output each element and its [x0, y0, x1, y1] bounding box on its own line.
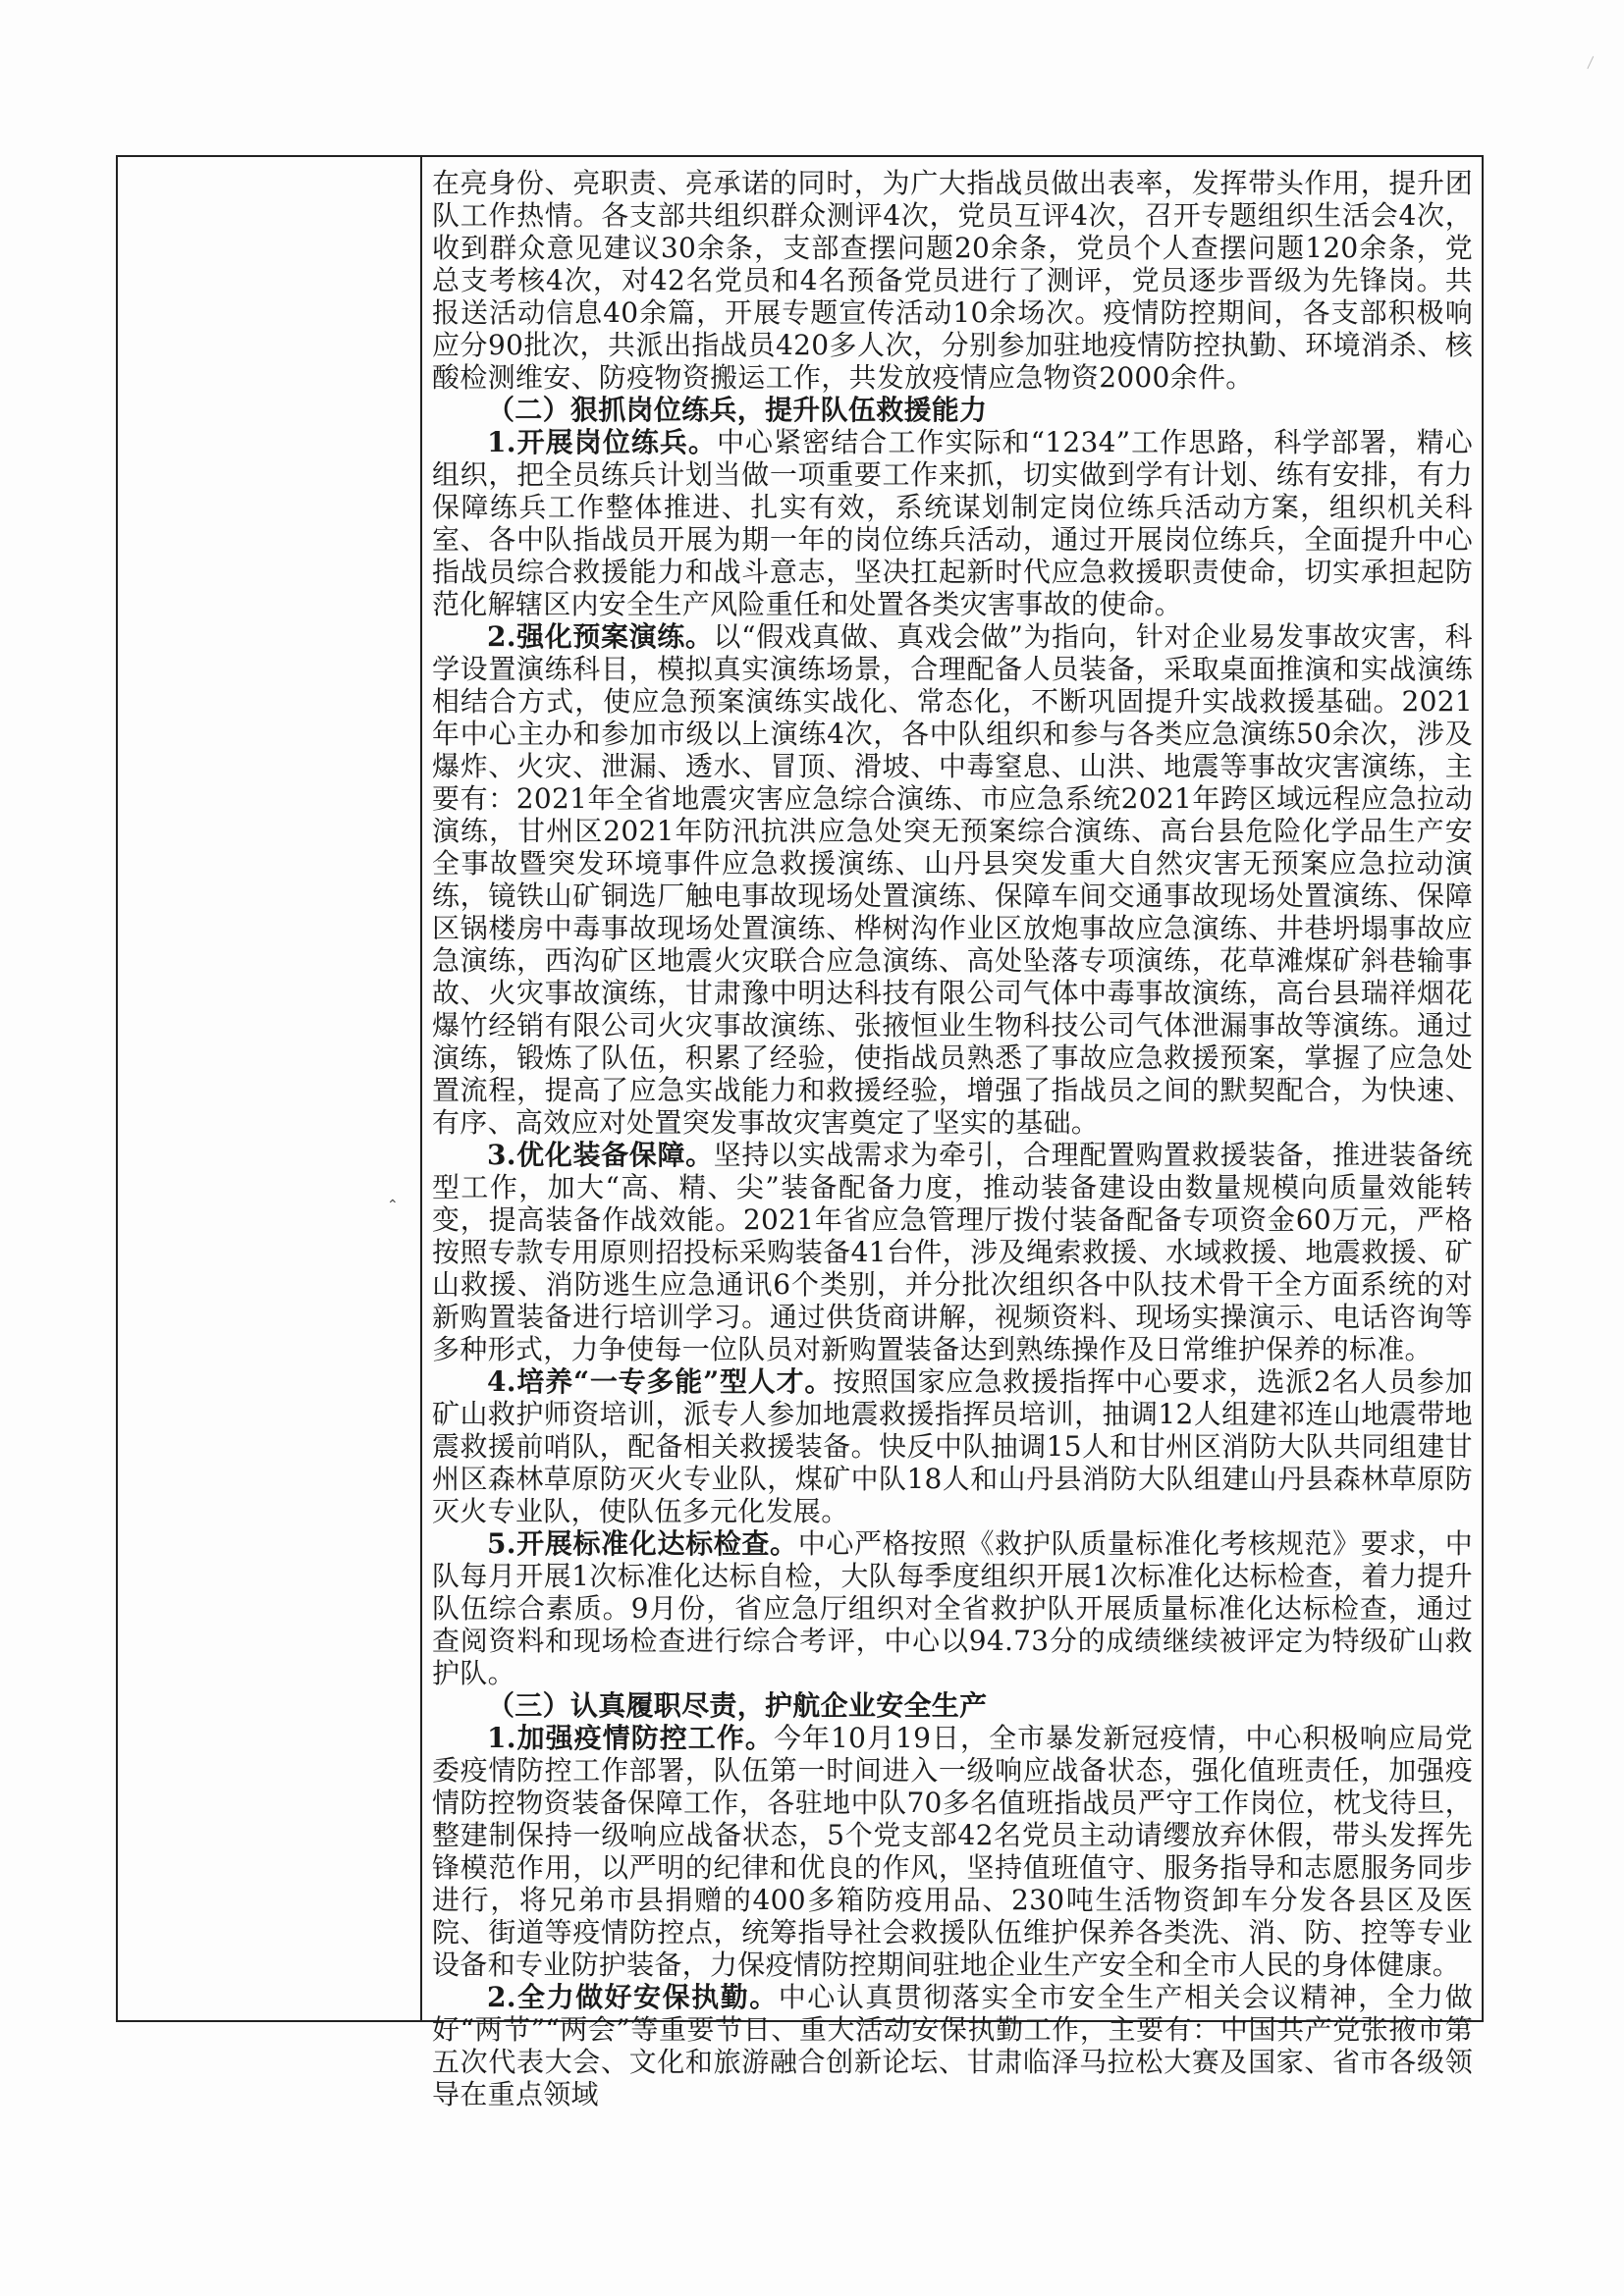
item-lead: 2.强化预案演练。 [487, 620, 714, 653]
paragraph-text: 中心认真贯彻落实全市安全生产相关会议精神，全力做好“两节”“两会”等重要节日、重大活动安保执勤工作，主要有：中国共产党张掖市第五次代表大会、文化和旅游融合创新论坛、甘肃临泽马拉松大赛及国家、省市各级领导在重点领域 [432, 1981, 1473, 2110]
paragraph-item [432, 1527, 1473, 1689]
table-content-cell [432, 167, 1473, 2110]
paragraph-item [432, 426, 1473, 620]
item-lead: 3.优化装备保障。 [487, 1139, 714, 1171]
paragraph-text: 中心严格按照《救护队质量标准化考核规范》要求，中队每月开展1次标准化达标自检，大队每季度组织开展1次标准化达标检查，着力提升队伍综合素质。9月份，省应急厅组织对全省救护队开展质量标准化达标检查，通过查阅资料和现场检查进行综合考评，中心以94.73分的成绩继续被评定为特级矿山救护队。 [432, 1527, 1473, 1689]
item-lead: 2.全力做好安保执勤。 [487, 1981, 779, 2013]
document-table [116, 155, 1484, 2110]
item-lead: 4.培养“一专多能”型人才。 [487, 1365, 834, 1398]
paragraph-text: 中心紧密结合工作实际和“1234”工作思路，科学部署，精心组织，把全员练兵计划当做一项重要工作来抓，切实做到学有计划、练有安排，有力保障练兵工作整体推进、扎实有效，系统谋划制定岗位练兵活动方案，组织机关科室、各中队指战员开展为期一年的岗位练兵活动，通过开展岗位练兵，全面提升中心指战员综合救援能力和战斗意志，坚决扛起新时代应急救援职责使命，切实承担起防范化解辖区内安全生产风险重任和处置各类灾害事故的使命。 [432, 426, 1474, 620]
paragraph-item [432, 1722, 1473, 1981]
paragraph-text: 今年10月19日，全市暴发新冠疫情，中心积极响应局党委疫情防控工作部署，队伍第一时间进入一级响应战备状态，强化值班责任，加强疫情防控物资装备保障工作，各驻地中队70多名值班指战员严守工作岗位，枕戈待旦，整建制保持一级响应战备状态，5个党支部42名党员主动请缨放弃休假，带头发挥先锋模范作用，以严明的纪律和优良的作风，坚持值班值守、服务指导和志愿服务同步进行，将兄弟市县捐赠的400多箱防疫用品、230吨生活物资卸车分发各县区及医院、街道等疫情防控点，统筹指导社会救援队伍维护保养各类洗、消、防、控等专业设备和专业防护装备，力保疫情防控期间驻地企业生产安全和全市人民的身体健康。 [432, 1722, 1473, 1981]
paragraph-text: 在亮身份、亮职责、亮承诺的同时，为广大指战员做出表率，发挥带头作用，提升团队工作热情。各支部共组织群众测评4次，党员互评4次，召开专题组织生活会4次，收到群众意见建议30余条，支部查摆问题20余条，党员个人查摆问题120余条，党总支考核4次，对42名党员和4名预备党员进行了测评，党员逐步晋级为先锋岗。共报送活动信息40余篇，开展专题宣传活动10余场次。疫情防控期间，各支部积极响应分90批次，共派出指战员420多人次，分别参加驻地疫情防控执勤、环境消杀、核酸检测维安、防疫物资搬运工作，共发放疫情应急物资2000余件。 [432, 167, 1473, 394]
paragraph-continuation [432, 167, 1473, 394]
paragraph-item [432, 1365, 1473, 1527]
paragraph-text: 以“假戏真做、真戏会做”为指向，针对企业易发事故灾害，科学设置演练科目，模拟真实演练场景，合理配备人员装备，采取桌面推演和实战演练相结合方式，使应急预案演练实战化、常态化，不断巩固提升实战救援基础。2021年中心主办和参加市级以上演练4次，各中队组织和参与各类应急演练50余次，涉及爆炸、火灾、泄漏、透水、冒顶、滑坡、中毒窒息、山洪、地震等事故灾害演练，主要有：2021年全省地震灾害应急综合演练、市应急系统2021年跨区域远程应急拉动演练，甘州区2021年防汛抗洪应急处突无预案综合演练、高台县危险化学品生产安全事故暨突发环境事件应急救援演练、山丹县突发重大自然灾害无预案应急拉动演练，镜铁山矿铜选厂触电事故现场处置演练、保障车间交通事故现场处置演练、保障区锅楼房中毒事故现场处置演练、桦树沟作业区放炮事故应急演练、井巷坍塌事故应急演练，西沟矿区地震火灾联合应急演练、高处坠落专项演练，花草滩煤矿斜巷输事故、火灾事故演练，甘肃豫中明达科技有限公司气体中毒事故演练，高台县瑞祥烟花爆竹经销有限公司火灾事故演练、张掖恒业生物科技公司气体泄漏事故等演练。通过演练，锻炼了队伍，积累了经验，使指战员熟悉了事故应急救援预案，掌握了应急处置流程，提高了应急实战能力和救援经验，增强了指战员之间的默契配合，为快速、有序、高效应对处置突发事故灾害奠定了坚实的基础。 [432, 620, 1473, 1139]
paragraph-item [432, 1981, 1473, 2110]
item-lead: 1.加强疫情防控工作。 [487, 1722, 774, 1754]
paragraph-item [432, 620, 1473, 1139]
paragraph-text: 按照国家应急救援指挥中心要求，选派2名人员参加矿山救护师资培训，派专人参加地震救援指挥员培训，抽调12人组建祁连山地震带地震救援前哨队，配备相关救援装备。快反中队抽调15人和甘州区消防大队共同组建甘州区森林草原防灭火专业队，煤矿中队18人和山丹县消防大队组建山丹县森林草原防灭火专业队，使队伍多元化发展。 [432, 1365, 1473, 1527]
heading-text: （三）认真履职尽责，护航企业安全生产 [487, 1689, 988, 1722]
item-lead: 5.开展标准化达标检查。 [487, 1527, 798, 1560]
section-heading-2 [432, 394, 1473, 426]
item-lead: 1.开展岗位练兵。 [487, 426, 717, 458]
paragraph-item [432, 1139, 1473, 1365]
section-heading-3 [432, 1689, 1473, 1722]
heading-text: （二）狠抓岗位练兵，提升队伍救援能力 [487, 394, 988, 426]
table-left-column [118, 157, 422, 2020]
scan-artifact [1587, 56, 1598, 72]
scan-dot: ⌃ [387, 1198, 399, 1213]
paragraph-text: 坚持以实战需求为牵引，合理配置购置救援装备，推进装备统型工作，加大“高、精、尖”装备配备力度，推动装备建设由数量规模向质量效能转变，提高装备作战效能。2021年省应急管理厅拨付装备配备专项资金60万元，严格按照专款专用原则招投标采购装备41台件，涉及绳索救援、水域救援、地震救援、矿山救援、消防逃生应急通讯6个类别，并分批次组织各中队技术骨干全方面系统的对新购置装备进行培训学习。通过供货商讲解，视频资料、现场实操演示、电话咨询等多种形式，力争使每一位队员对新购置装备达到熟练操作及日常维护保养的标准。 [432, 1139, 1473, 1365]
